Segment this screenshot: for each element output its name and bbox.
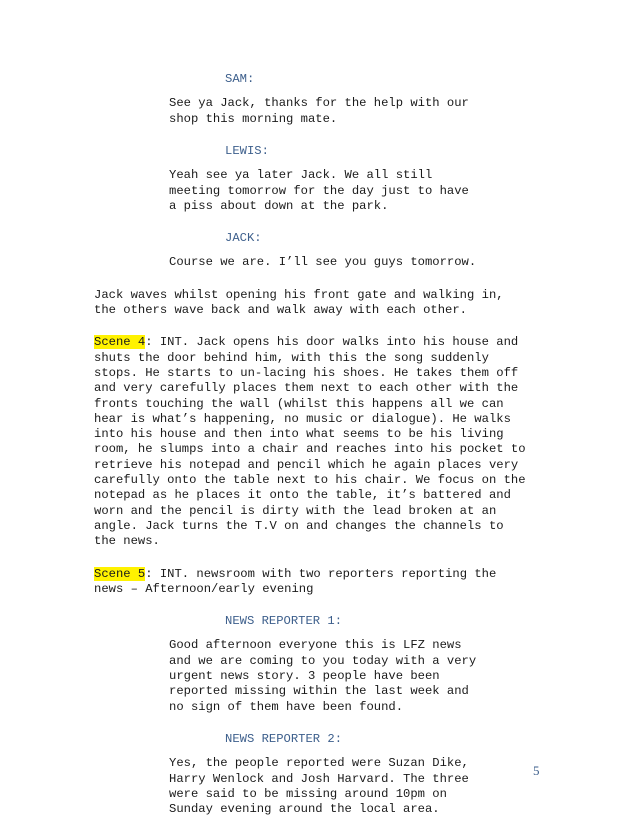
action-line: the others wave back and walk away with each other. xyxy=(94,303,467,317)
character-name: LEWIS: xyxy=(225,143,269,158)
dialogue-line: Sunday evening around the local area. xyxy=(169,802,440,817)
scene-line: shuts the door behind him, with this the song suddenly xyxy=(94,350,489,365)
scene-line: news – Afternoon/early evening xyxy=(94,581,314,596)
scene-highlight: Scene 4 xyxy=(94,335,146,350)
dialogue-line: shop this morning mate. xyxy=(169,111,338,126)
scene-line: angle. Jack turns the T.V on and changes the channels to xyxy=(94,518,504,533)
dialogue-line: meeting tomorrow for the day just to have xyxy=(169,183,469,198)
dialogue-line: Course we are. I’ll see you guys tomorrow. xyxy=(169,255,477,270)
scene-line: retrieve his notepad and pencil which he again places very xyxy=(94,457,519,472)
scene-line: hear is what’s happening, no music or dialogue). He walks xyxy=(94,411,511,426)
scene-line: fronts touching the wall (whilst this happens all we can xyxy=(94,396,504,411)
page-number: 5 xyxy=(533,763,540,778)
scene-line: and very carefully places them next to each other with the xyxy=(94,381,519,396)
scene-line: stops. He starts to un-lacing his shoes. He takes them off xyxy=(94,365,519,380)
dialogue-line: were said to be missing around 10pm on xyxy=(169,786,447,801)
dialogue-line: Yes, the people reported were Suzan Dike, xyxy=(169,756,469,771)
scene-heading-line xyxy=(94,567,496,582)
scene-line: into his house and then into what seems to be his living xyxy=(94,427,504,442)
action-line: Jack waves whilst opening his front gate and walking in, xyxy=(94,287,504,302)
scene-line: notepad as he places it onto the table, it’s battered and xyxy=(94,488,511,503)
dialogue-line: Harry Wenlock and Josh Harvard. The three xyxy=(169,771,469,786)
scene-text: : INT. Jack opens his door walks into his house and xyxy=(145,335,519,350)
character-name: NEWS REPORTER 2: xyxy=(225,731,343,746)
scene-highlight: Scene 5 xyxy=(94,566,146,581)
dialogue-line: and we are coming to you today with a very xyxy=(169,653,477,668)
dialogue-line: no sign of them have been found. xyxy=(169,699,404,714)
scene-line: the news. xyxy=(94,534,160,549)
scene-line: carefully onto the table next to his chair. We focus on the xyxy=(94,473,526,487)
dialogue-line: Yeah see ya later Jack. We all still xyxy=(169,168,433,183)
dialogue-line: See ya Jack, thanks for the help with our xyxy=(169,96,469,111)
dialogue-line: a piss about down at the park. xyxy=(169,198,389,213)
scene-heading-line xyxy=(94,335,518,350)
scene-line: room, he slumps into a chair and reaches into his pocket to xyxy=(94,442,526,457)
scene-text: : INT. newsroom with two reporters reporting the xyxy=(145,566,497,581)
dialogue-line: Good afternoon everyone this is LFZ news xyxy=(169,638,462,653)
character-name: JACK: xyxy=(225,231,262,246)
dialogue-line: reported missing within the last week and xyxy=(169,684,469,699)
character-name: NEWS REPORTER 1: xyxy=(225,614,343,629)
dialogue-line: urgent news story. 3 people have been xyxy=(169,669,440,683)
character-name: SAM: xyxy=(225,72,255,86)
scene-line: worn and the pencil is dirty with the lead broken at an xyxy=(94,503,497,518)
